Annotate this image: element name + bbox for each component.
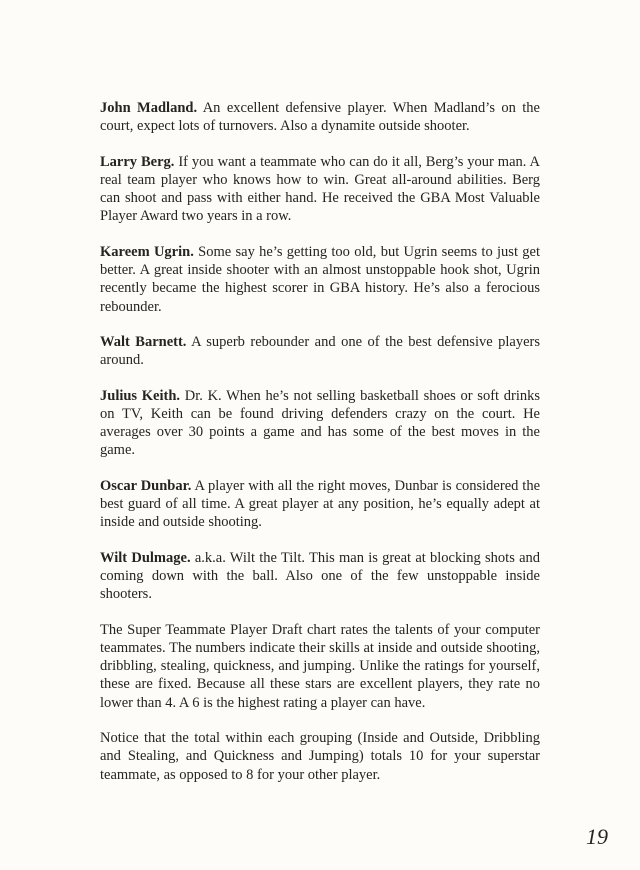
player-entry-walt-barnett bbox=[100, 333, 540, 370]
player-entry-wilt-dulmage bbox=[100, 549, 540, 604]
player-description: An excellent defensive player. When Madland’s on the court, expect lots of turnovers. Also a dynamite outside shooter. bbox=[100, 100, 540, 135]
player-description: Some say he’s getting too old, but Ugrin seems to just get better. A great inside shooter with an almost unstoppable hook shot, Ugrin recently became the highest scorer in GBA history. He’s also a ferocious rebounder. bbox=[100, 243, 540, 315]
player-entry-oscar-dunbar bbox=[100, 477, 540, 532]
player-name: Julius Keith. bbox=[100, 387, 181, 404]
draft-chart-explanation: The Super Teammate Player Draft chart rates the talents of your computer teammates. The numbers indicate their skills at inside and outside shooting, dribbling, stealing, quickness, and jumping. Unlike the ratings for yourself, these are fixed. Because all these stars are excellent players, they rate no lower than 4. A 6 is the highest rating a player can have. bbox=[100, 621, 540, 711]
player-entry-julius-keith bbox=[100, 387, 540, 460]
player-entry-kareem-ugrin bbox=[100, 243, 540, 316]
player-name: Wilt Dulmage. bbox=[100, 549, 191, 566]
player-name: Walt Barnett. bbox=[100, 333, 187, 350]
player-description: a.k.a. Wilt the Tilt. This man is great at blocking shots and coming down with the ball. Also one of the few unstoppable inside shooters. bbox=[100, 549, 541, 603]
player-description: A superb rebounder and one of the best defensive players around. bbox=[100, 333, 541, 369]
player-name: John Madland. bbox=[100, 100, 198, 116]
player-entry-larry-berg bbox=[100, 153, 540, 226]
player-description: A player with all the right moves, Dunbar is considered the best guard of all time. A great player at any position, he’s equally adept at inside and outside shooting. bbox=[100, 477, 541, 531]
page-content bbox=[100, 99, 540, 801]
player-name: Larry Berg. bbox=[100, 153, 175, 170]
player-name: Oscar Dunbar. bbox=[100, 477, 192, 494]
page-number: 19 bbox=[586, 824, 608, 849]
grouping-totals-note: Notice that the total within each grouping (Inside and Outside, Dribbling and Stealing, and Quickness and Jumping) totals 10 for your superstar teammate, as opposed to 8 for your other player. bbox=[100, 730, 540, 783]
player-entry-john-madland bbox=[100, 99, 540, 136]
player-name: Kareem Ugrin. bbox=[100, 243, 194, 260]
player-description: Dr. K. When he’s not selling basketball shoes or soft drinks on TV, Keith can be found driving defenders crazy on the court. He averages over 30 points a game and has some of the best moves in the game. bbox=[100, 387, 540, 459]
player-description: If you want a teammate who can do it all, Berg’s your man. A real team player who knows how to win. Great all-around abilities. Berg can shoot and pass with either hand. He received the GBA Most Valuable Player Award two years in a row. bbox=[100, 153, 540, 225]
